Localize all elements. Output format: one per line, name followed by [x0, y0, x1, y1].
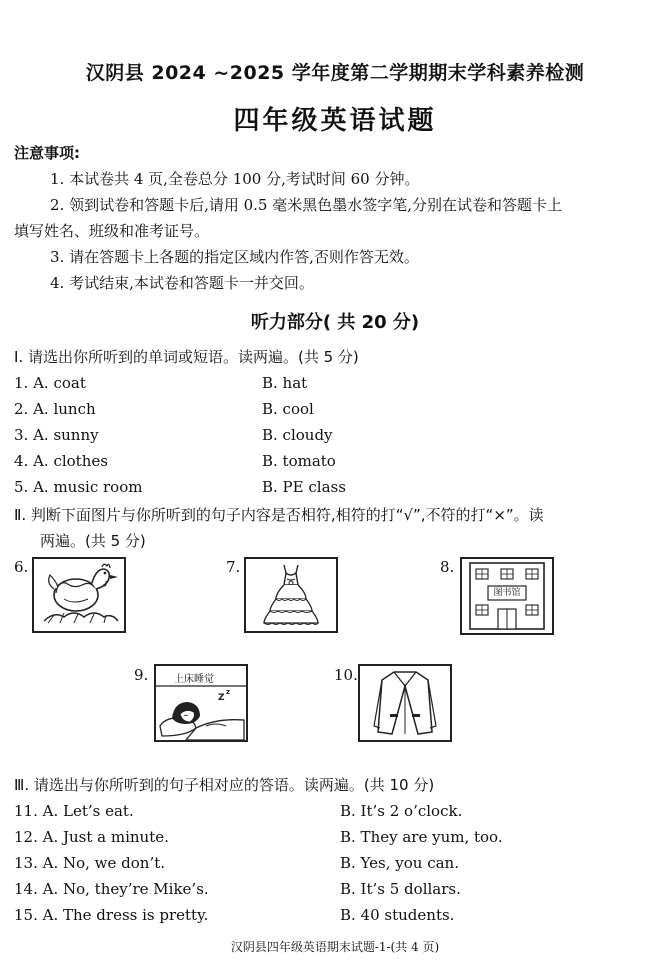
q15-option-a: 15. A. The dress is pretty.: [14, 906, 209, 924]
q15-option-b: B. 40 students.: [340, 906, 455, 924]
q12-option-b: B. They are yum, too.: [340, 828, 503, 846]
sleeping-picture: [154, 664, 248, 742]
exam-subject-title: 四年级英语试题: [233, 106, 437, 136]
q14-option-b: B. It’s 5 dollars.: [340, 880, 461, 898]
q4-option-a: 4. A. clothes: [14, 452, 108, 470]
pic10-number: 10.: [334, 666, 358, 684]
coat-icon: [360, 666, 450, 740]
q13-option-b: B. Yes, you can.: [340, 854, 459, 872]
part1-instruction: Ⅰ. 请选出你所听到的单词或短语。读两遍。(共 5 分): [14, 348, 359, 366]
hen-icon: [34, 559, 124, 631]
note-item-2-cont: 填写姓名、班级和准考证号。: [14, 222, 210, 240]
part3-instruction: Ⅲ. 请选出与你所听到的句子相对应的答语。读两遍。(共 10 分): [14, 776, 435, 794]
coat-picture: [358, 664, 452, 742]
q2-option-b: B. cool: [262, 400, 314, 418]
q12-option-a: 12. A. Just a minute.: [14, 828, 169, 846]
q1-option-b: B. hat: [262, 374, 308, 392]
hen-picture: [32, 557, 126, 633]
q4-option-b: B. tomato: [262, 452, 336, 470]
note-item-2: 2. 领到试卷和答题卡后,请用 0.5 毫米黑色墨水签字笔,分别在试卷和答题卡上: [50, 196, 563, 214]
pic8-number: 8.: [440, 558, 455, 576]
pic9-number: 9.: [134, 666, 149, 684]
library-sign: 图书馆: [493, 588, 521, 598]
pic6-number: 6.: [14, 558, 29, 576]
q13-option-a: 13. A. No, we don’t.: [14, 854, 166, 872]
exam-header-title: 汉阴县 2024 ~2025 学年度第二学期期末学科素养检测: [85, 62, 585, 84]
q14-option-a: 14. A. No, they’re Mike’s.: [14, 880, 209, 898]
q3-option-b: B. cloudy: [262, 426, 333, 444]
note-item-4: 4. 考试结束,本试卷和答题卡一并交回。: [50, 274, 314, 292]
notes-label: 注意事项:: [14, 144, 80, 162]
dress-icon: [246, 559, 336, 631]
note-item-1: 1. 本试卷共 4 页,全卷总分 100 分,考试时间 60 分钟。: [50, 170, 420, 188]
page-footer: 汉阴县四年级英语期末试题-1-(共 4 页): [230, 940, 440, 954]
q5-option-a: 5. A. music room: [14, 478, 143, 496]
part2-instruction-line1: Ⅱ. 判断下面图片与你所听到的句子内容是否相符,相符的打“√”,不符的打“×”。读: [14, 506, 544, 524]
pic7-number: 7.: [226, 558, 241, 576]
svg-text:z: z: [226, 688, 231, 696]
q1-option-a: 1. A. coat: [14, 374, 86, 392]
sleep-sign: 上床睡觉: [174, 674, 214, 685]
q2-option-a: 2. A. lunch: [14, 400, 96, 418]
listening-section-title: 听力部分( 共 20 分): [250, 312, 420, 333]
q11-option-a: 11. A. Let’s eat.: [14, 802, 134, 820]
q11-option-b: B. It’s 2 o’clock.: [340, 802, 463, 820]
part2-instruction-line2: 两遍。(共 5 分): [40, 532, 146, 550]
dress-picture: [244, 557, 338, 633]
library-picture: [460, 557, 554, 635]
q5-option-b: B. PE class: [262, 478, 346, 496]
q3-option-a: 3. A. sunny: [14, 426, 99, 444]
note-item-3: 3. 请在答题卡上各题的指定区域内作答,否则作答无效。: [50, 248, 419, 266]
svg-text:Z: Z: [218, 693, 225, 703]
